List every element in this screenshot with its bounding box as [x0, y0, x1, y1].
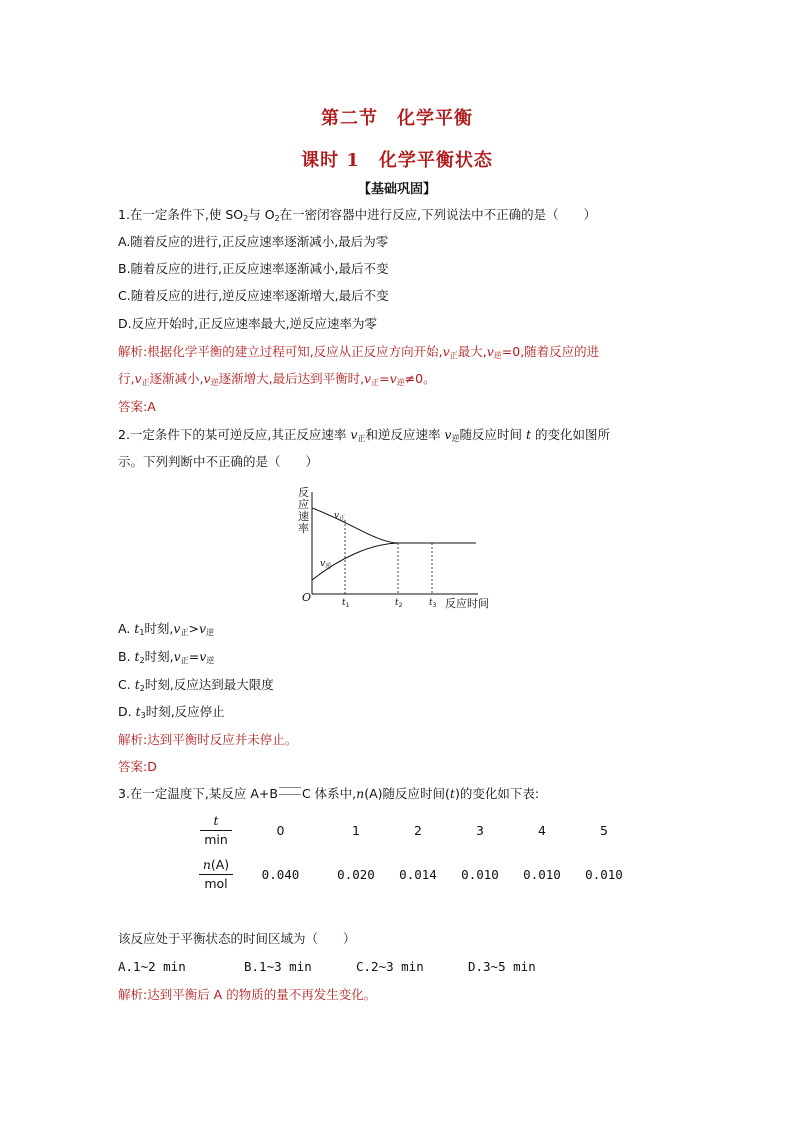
q3-option-b: B.1~3 min — [244, 959, 312, 974]
forward-curve-label — [334, 511, 345, 522]
q3-analysis: 解析:达到平衡后 A 的物质的量不再发生变化。 — [118, 987, 377, 1002]
ylabel-char-4: 率 — [298, 522, 309, 535]
table-cell: 0.010 — [461, 866, 499, 882]
q1-analysis-line1: 解析:根据化学平衡的建立过程可知,反应从正反应方向开始$,v_正$最大$,v_逆=0$,随着反应的进 — [118, 344, 600, 360]
q3-stem: 3.在一定温度下,某反应 A+B C 体系中,n(A)随反应时间(t)的变化如下表: — [118, 786, 540, 801]
q2-stem-line1: 2.一定条件下的某可逆反应,其正反应速率 $v_正$和逆反应速率 $v_逆$随反应时间 t 的变化如图所 — [118, 427, 610, 443]
q1-stem: 1.在一定条件下,使 $SO_2$与 $O_2$在一密闭容器中进行反应,下列说法中不正确的是（ ） — [118, 207, 597, 223]
table-cell: 3 — [476, 822, 484, 838]
ylabel-char-2: 应 — [298, 498, 309, 511]
q2-analysis: 解析:达到平衡时反应并未停止。 — [118, 732, 298, 747]
table-cell: 0 — [276, 822, 285, 838]
q1-option-a: A.随着反应的进行,正反应速率逐渐减小,最后为零 — [118, 234, 389, 249]
rate-time-graph — [290, 484, 510, 614]
q2-option-a: A. $t_1$时刻$,v_正>v_逆$ — [118, 621, 214, 637]
q1-option-c: C.随着反应的进行,逆反应速率逐渐增大,最后不变 — [118, 288, 389, 303]
q2-stem-line2: 示。下列判断中不正确的是（ ） — [118, 454, 319, 469]
table-cell: 0.010 — [585, 866, 623, 882]
q2-option-c: C. $t_2$时刻,反应达到最大限度 — [118, 677, 274, 693]
table-row-time — [196, 808, 635, 852]
lesson-title: 课时 1 化学平衡状态 — [301, 150, 493, 171]
x-axis-label: 反应时间 — [445, 597, 489, 610]
tick-t2: $t_2$ — [395, 598, 403, 609]
q3-option-d: D.3~5 min — [468, 959, 536, 974]
table-row-amount — [196, 852, 635, 896]
table-cell: 0.020 — [337, 866, 375, 882]
table-cell: 1 — [352, 822, 360, 838]
table-cell: 0.014 — [399, 866, 437, 882]
tick-t1: $t_1$ — [342, 598, 350, 609]
table-cell: 2 — [414, 822, 422, 838]
row-head-time: $\frac{t}{\min}$ — [196, 808, 236, 852]
q3-option-c: C.2~3 min — [356, 959, 424, 974]
equilibrium-sign — [279, 787, 301, 795]
ylabel-char-3: 速 — [298, 510, 309, 523]
q2-option-d: D. $t_3$时刻,反应停止 — [118, 704, 225, 720]
q1-analysis-line2: 行$,v_正$逐渐减小$,v_逆$逐渐增大,最后达到平衡时$,v_正=v_逆\ne 0$。 — [118, 371, 436, 387]
section-title: 第二节 化学平衡 — [321, 108, 473, 129]
part-label: 【基础巩固】 — [357, 182, 436, 197]
table-cell: 0.010 — [523, 866, 561, 882]
reverse-curve-label — [320, 559, 331, 570]
data-table — [196, 808, 635, 896]
q2-option-b: B. $t_2$时刻$,v_正=v_逆$ — [118, 649, 215, 665]
row-head-amount: $\frac{n(A)}{\text{mol}}$ — [196, 852, 236, 896]
q1-answer: 答案:A — [118, 399, 156, 414]
table-cell: 4 — [538, 822, 546, 838]
table-cell: 0.040 — [261, 866, 300, 882]
tick-t3: $t_3$ — [429, 598, 437, 609]
ylabel-char-1: 反 — [298, 486, 309, 499]
y-axis-label — [298, 486, 313, 535]
origin-label: O — [302, 591, 312, 604]
forward-label-v: v — [334, 511, 340, 521]
table-cell: 5 — [600, 822, 608, 838]
q1-option-d: D.反应开始时,正反应速率最大,逆反应速率为零 — [118, 316, 378, 331]
forward-label-sub: 正 — [339, 515, 346, 522]
q3-option-a: A.1~2 min — [118, 959, 186, 974]
q2-answer: 答案:D — [118, 759, 157, 774]
reverse-label-v: v — [320, 559, 326, 569]
q1-option-b: B.随着反应的进行,正反应速率逐渐减小,最后不变 — [118, 261, 389, 276]
reverse-label-sub: 逆 — [325, 563, 332, 570]
q3-question: 该反应处于平衡状态的时间区域为（ ） — [118, 931, 356, 946]
